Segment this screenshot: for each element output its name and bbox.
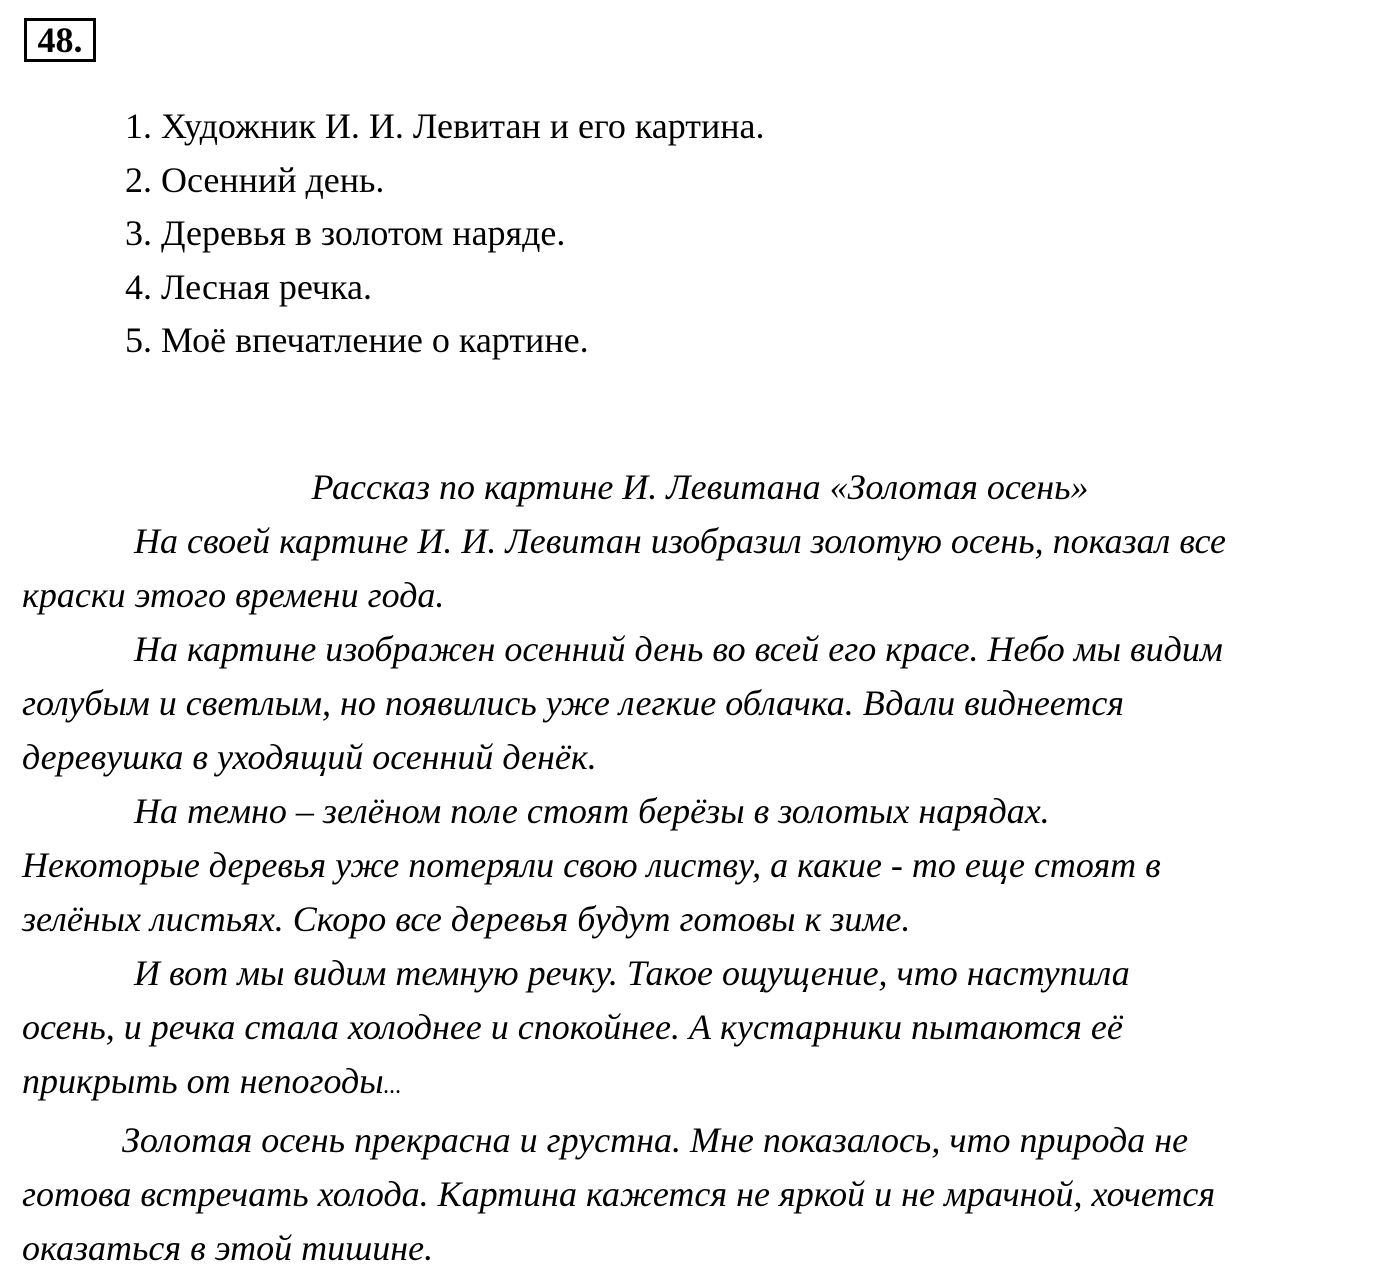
- plan-list: [125, 100, 765, 368]
- story-line: оказаться в этой тишине.: [22, 1228, 434, 1268]
- story-line: краски этого времени года.: [22, 575, 445, 615]
- story-line: осень, и речка стала холоднее и спокойнее. А кустарники пытаются её: [22, 1007, 1123, 1047]
- story-line: И вот мы видим темную речку. Такое ощущение, что наступила: [134, 953, 1130, 993]
- story-line: На картине изображен осенний день во всей его красе. Небо мы видим: [134, 629, 1223, 669]
- plan-item: 2. Осенний день.: [125, 159, 385, 200]
- plan-item: 4. Лесная речка.: [125, 266, 372, 307]
- story-line: На темно – зелёном поле стоят берёзы в золотых нарядах.: [134, 791, 1050, 831]
- story-line: На своей картине И. И. Левитан изобразил золотую осень, показал все: [134, 521, 1226, 561]
- story-paragraph-4: [22, 946, 1392, 1113]
- story-line: [22, 1054, 1392, 1113]
- story-paragraph-5: [22, 1113, 1392, 1275]
- story-line: Золотая осень прекрасна и грустна. Мне показалось, что природа не: [122, 1120, 1189, 1160]
- story-title: Рассказ по картине И. Левитана «Золотая осень»: [311, 467, 1089, 507]
- story-line: готова встречать холода. Картина кажется не яркой и не мрачной, хочется: [22, 1174, 1216, 1214]
- story-line: деревушка в уходящий осенний денёк.: [22, 737, 597, 777]
- story-line: Некоторые деревья уже потеряли свою листву, а какие - то еще стоят в: [22, 845, 1161, 885]
- story-paragraph-2: [22, 622, 1392, 784]
- story-text: [22, 514, 1392, 1275]
- ellipsis: ...: [383, 1073, 402, 1099]
- plan-item: 3. Деревья в золотом наряде.: [125, 213, 566, 253]
- story-line: зелёных листьях. Скоро все деревья будут готовы к зиме.: [22, 899, 911, 939]
- story-paragraph-3: [22, 784, 1392, 946]
- exercise-number: 48.: [24, 18, 96, 62]
- story-paragraph-1: [22, 514, 1392, 622]
- plan-item: 1. Художник И. И. Левитан и его картина.: [125, 106, 765, 146]
- story-line-text: прикрыть от непогоды: [22, 1061, 384, 1101]
- plan-item: 5. Моё впечатление о картине.: [125, 320, 589, 360]
- story-line: голубым и светлым, но появились уже легкие облачка. Вдали виднеется: [22, 683, 1125, 723]
